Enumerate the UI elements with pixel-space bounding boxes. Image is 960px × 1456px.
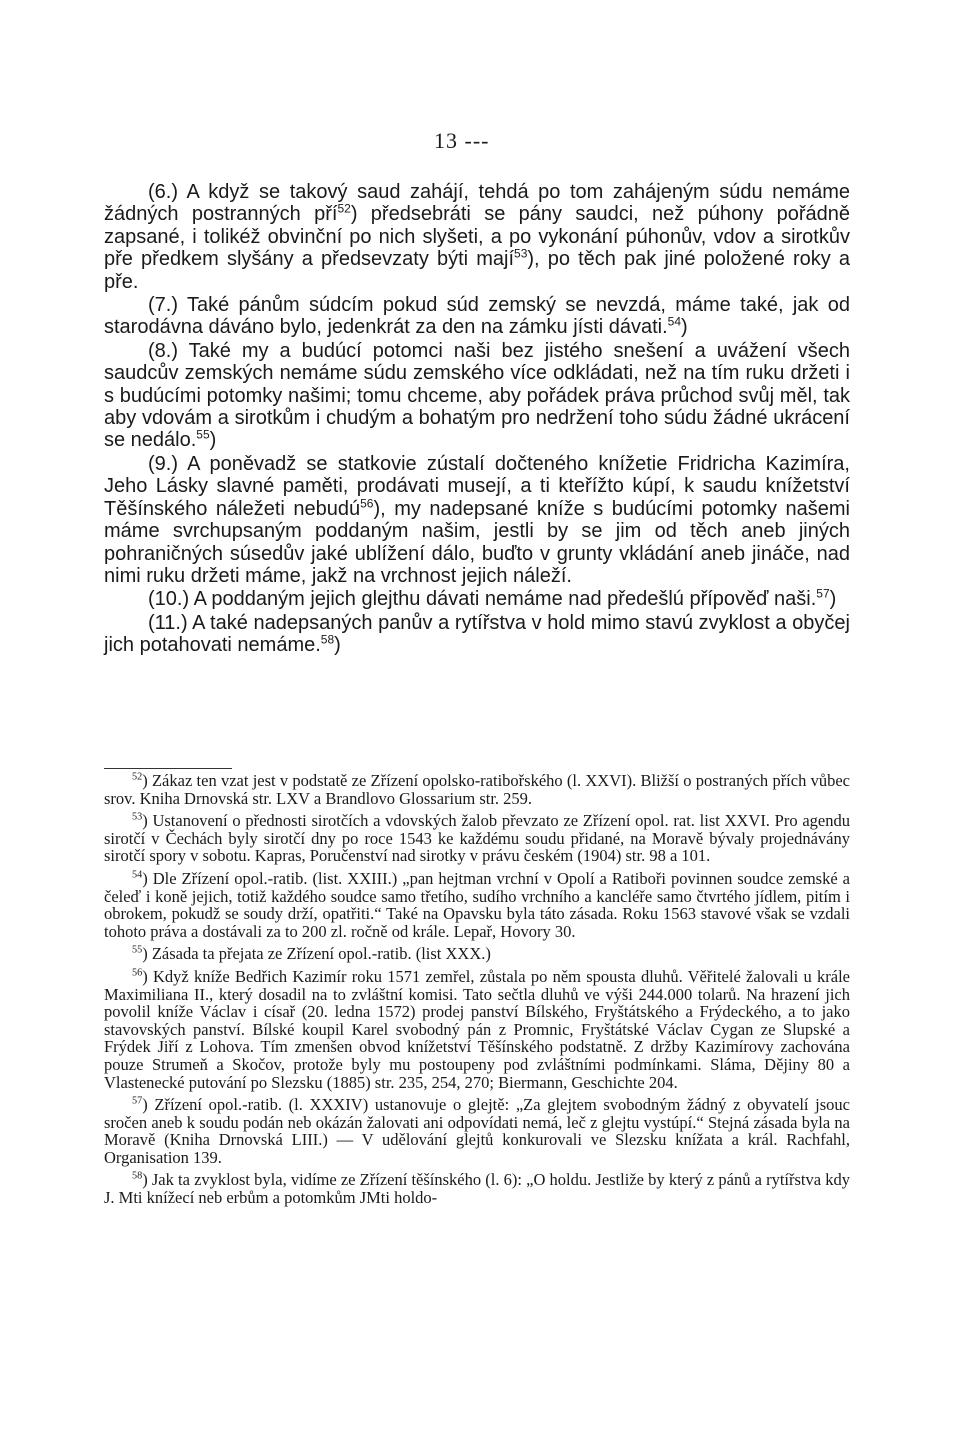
paragraph-text: ), my nadepsané kníže s budúcími potomky našemi máme svrchupsaným poddaným našim, jestli by se jim od těch aneb jiných pohraničných súsedův jaké ublížení dálo, buďto v grunty vkládání aneb jináče, nad nimi ruku držeti máme, jakž na vrchnost jejich náleží.: [104, 497, 850, 587]
footnote-text: ) Dle Zřízení opol.-ratib. (list. XXIII.) „pan hejtman vrchní v Opolí a Ratiboři povinnen soudce zemské a čeleď i koně jejich, totiž každého soudce samo třetího, sudího vrchního a kancléře samo čtvrtého jídlem, pitím i obrokem, pokudž se soudy drží, opatřiti.“ Také na Opavsku byla táto zásada. Roku 1563 stavové však se vzdali tohoto práva a dostávali za to 200 zl. ročně od krále. Lepař, Hovory 30.: [104, 868, 850, 941]
paragraph-6: [104, 181, 850, 293]
footnote-54: [104, 870, 850, 940]
paragraph-text: (10.) A poddaným jejich glejthu dávati nemáme nad předešlú přípověď naši.: [148, 588, 817, 611]
footnote-ref: 55: [196, 427, 210, 442]
footnote-ref: 56: [360, 496, 374, 511]
paragraph-text: ): [829, 588, 837, 611]
paragraph-text: ): [209, 429, 217, 452]
footnote-text: ) Jak ta zvyklost byla, vidíme ze Zřízení těšínského (l. 6): „O holdu. Jestliže by který z pánů a rytířstva kdy J. Mti knížecí neb erbům a potomkům JMti holdo-: [104, 1170, 850, 1208]
footnote-ref: 54: [667, 314, 682, 329]
paragraph-text: ): [681, 316, 688, 339]
paragraph-9: [104, 453, 850, 587]
footnote-ref: 52: [337, 201, 351, 216]
footnote-mark: 55: [132, 944, 143, 956]
footnote-mark: 57: [132, 1095, 143, 1107]
footnote-mark: 52: [132, 771, 143, 783]
paragraph-text: (9.) A poněvadž se statkovie zústalí dočteného knížetie Fridricha Kazimíra, Jeho Lásky slavné paměti, prodávati musejí, a ti kteřížto kúpí, k saudu knížetství Těšínského náležeti nebudú: [104, 452, 850, 520]
paragraph-text: (11.) A také nadepsaných panův a rytířstva v hold mimo stavú zvyklost a obyčej jich potahovati nemáme.: [104, 611, 850, 657]
footnote-text: ) Zásada ta přejata ze Zřízení opol.-ratib. (list XXX.): [142, 944, 491, 964]
paragraph-text: (6.) A když se takový saud zahájí, tehdá po tom zahájeným súdu nemáme žádných postranných pří: [104, 181, 850, 226]
footnote-ref: 53: [514, 246, 528, 261]
footnote-53: [104, 812, 850, 865]
footnote-divider: [104, 768, 232, 769]
footnote-58: [104, 1171, 850, 1206]
footnote-text: ) Zákaz ten vzat jest v podstatě ze Zřízení opolsko-ratibořského (l. XXVI). Bližší o postraných přích vůbec srov. Kniha Drnovská str. LXV a Brandlovo Glossarium str. 259.: [104, 771, 850, 808]
paragraph-text: ) předsebráti se pány saudci, než púhony pořádně zapsané, i tolikéž obvinční po nich slyšeti, a po vykonání púhonův, vdov a sirotkův pře předkem slyšány a předsevzaty býti mají: [104, 203, 850, 271]
footnote-55: [104, 945, 850, 963]
page-number: 13 ---: [434, 128, 490, 153]
footnote-mark: 56: [132, 967, 143, 979]
paragraph-10: [104, 588, 850, 610]
paragraph-8: [104, 340, 850, 452]
paragraph-text: (7.) Také pánům súdcím pokud súd zemský se nevzdá, máme také, jak od starodávna dáváno bylo, jedenkrát za den na zámku jísti dávati.: [104, 294, 850, 339]
paragraph-text: ), po těch pak jiné položené roky a pře.: [104, 248, 850, 293]
footnote-ref: 57: [816, 586, 830, 601]
footnotes: [104, 772, 850, 1207]
document-page: [104, 0, 852, 1456]
paragraph-7: [104, 294, 850, 339]
footnote-text: ) Zřízení opol.-ratib. (l. XXXIV) ustanovuje o glejtě: „Za glejtem svobodným žádný z obyvatelí jsouc sročen aneb k soudu podán neb okázán žalovati ani odpovídati nemá, leč z glejtu vystúpí.“ Stejná zásada byla na Moravě (Kniha Drnovská LIII.) — V udělování glejtů konkurovali ve Slezsku knížata a král. Rachfahl, Organisation 139.: [104, 1095, 850, 1167]
footnote-52: [104, 772, 850, 807]
body-text: [104, 181, 850, 657]
footnote-57: [104, 1096, 850, 1166]
footnote-mark: 58: [132, 1170, 143, 1182]
footnote-mark: 53: [132, 811, 143, 823]
paragraph-text: (8.) Také my a budúcí potomci naši bez jistého snešení a uvážení všech saudcův zemských nemáme súdu zemského více odkládati, než na tím ruku držeti i s budúcími potomky našimi; tomu chceme, aby pořádek práva průchod svůj měl, tak aby vdovám a sirotkům i chudým a bohatým pro nedržení toho súdu žádné ukrácení se nedálo.: [104, 339, 850, 452]
paragraph-text: ): [334, 634, 341, 657]
footnote-ref: 58: [320, 632, 335, 647]
paragraph-11: [104, 612, 850, 657]
footnote-text: ) Ustanovení o přednosti sirotčích a vdovských žalob převzato ze Zřízení opol. rat. list XXVI. Pro agendu sirotčí v Čechách byly sirotčí dny po roce 1543 ke každému soudu přidané, na Moravě bývaly projednávány sirotčí spory v sobotu. Kapras, Poručenství nad sirotky v právu českém (1904) str. 98 a 101.: [104, 811, 850, 866]
footnote-56: [104, 968, 850, 1091]
footnote-mark: 54: [132, 869, 143, 881]
footnote-text: ) Když kníže Bedřich Kazimír roku 1571 zemřel, zůstala po něm spousta dluhů. Věřitelé žalovali u krále Maximiliana II., který dosadil na to zvláštní komisi. Tato sečtla dluhů ve výši 244.000 tolarů. Na hrazení jich povolil kníže Václav i císař (20. ledna 1572) prodej panství Bílského, Fryštátského a Frýdeckého, a to jako stavovských panství. Bílské koupil Karel svobodný pán z Promnic, Fryštátské Václav Cygan ze Slupské a Frýdek Jiří z Lohova. Tím zmenšen obvod knížetství Těšínského podstatně. Z držby Kazimírovy zachována pouze Strumeň a Skočov, protože byly mu postoupeny pod zvláštními podmínkami. Sláma, Dějiny 80 a Vlastenecké putování po Slezsku (1885) str. 235, 254, 270; Biermann, Geschichte 204.: [104, 966, 850, 1092]
